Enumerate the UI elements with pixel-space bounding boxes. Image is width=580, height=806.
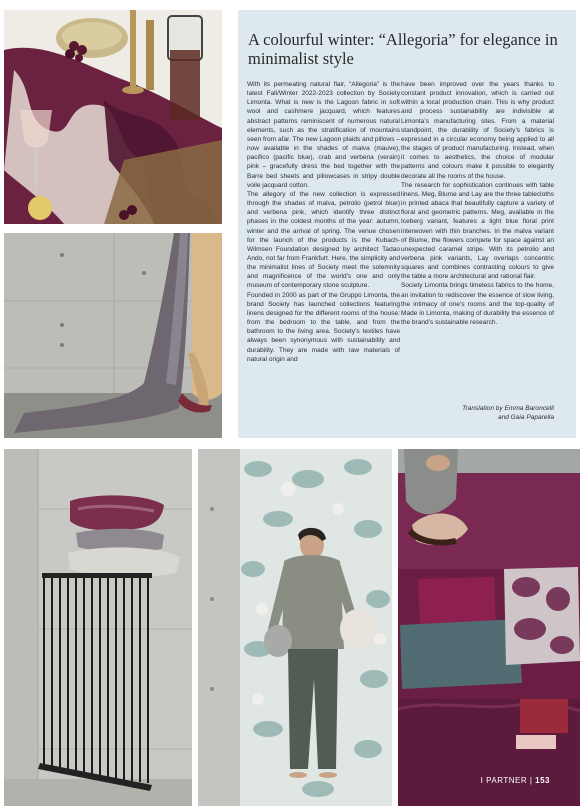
- paragraph: The research for sophistication continues with table linens. Meg, Blume and Lay are the three tablecloths in printed abaca that beautifully capture a variety of floral and geometric patterns. Meg, available in the Iceberg variant, features a light blue floral print interwoven with thin branches. In the malva variant of Blume, the flowers compete for space against an unexpected caramel stripe. With its petrolio and verbena pink variants, Lay overlaps concentric squares and combines contrasting colours to give the table a more architectural and rational flair.: [401, 181, 554, 281]
- page-footer: [481, 776, 550, 785]
- paragraph: With its permeating natural flair, “Allegoria” is the latest Fall/Winter 2022-2023 collection by Society Limonta. What is new is the Lagoon fabric in soft wool and cashmere jacquard, which features abstract patterns reminiscent of numerous natural elements, such as the stratification of mountains seen from afar. The new Lagoon plaids and pillows – now available in the shades of malva (mauve), pacifico (pacific blue), crab and verbena (verain) pink – gracefully dress the bed together with the Barre bed sheets and pillowcases in stripy double voile jacquard cotton.: [247, 81, 400, 189]
- photo-bed-malva-pillows: [398, 449, 580, 806]
- translation-credit: [401, 404, 554, 422]
- photo-concrete-wall-blanket: [4, 233, 222, 438]
- photo-man-floral-wall: [198, 449, 392, 806]
- translation-line: and Gaia Paparella: [497, 414, 554, 422]
- article-column-right: [401, 80, 554, 327]
- paragraph: have been improved over the years thanks to constant product innovation, which is carried out within a local production chain. This is why product and process sustainability are indivisible at Limonta’s manufacturing sites. From a material standpoint, the durability of Society’s fabrics is expressed in a circular economy being applied to all the stages of product manufacturing. Instead, when it comes to aesthetics, the choice of modular patterns and colours make it possible to elegantly decorate all the rooms of the house.: [401, 81, 554, 180]
- paragraph: Society Limonta brings timeless fabrics to the home, an invitation to rediscover the essence of slow living, the intimacy of one’s rooms and the top-quality of Made in Limonta, making of durability the essence of the brand’s sustainable research.: [401, 282, 554, 327]
- magazine-name: I PARTNER |: [480, 776, 536, 785]
- article-column-left: [247, 80, 400, 364]
- article-text-panel: [238, 10, 576, 438]
- translation-line: Translation by Emma Baroncelli: [462, 405, 554, 412]
- photo-still-life-table: [4, 10, 222, 224]
- photo-pillows-on-rack: [4, 449, 192, 806]
- paragraph: Founded in 2000 as part of the Gruppo Limonta, the brand Society has launched collections featuring linens designed for the different rooms of the house: from the bedroom to the table, and from the bathroom to the living area. Society’s textiles have always been synonymous with sustainability and durability. They are made with raw materials of natural origin and: [247, 291, 400, 363]
- article-title: A colourful winter: “Allegoria” for elegance in minimalist style: [248, 30, 558, 68]
- page-number: 153: [535, 776, 550, 785]
- paragraph: The allegory of the new collection is expressed through the shades of malva, petrolio (petrol blue) and verbena pink, which identify three distinct phases in the coldest months of the year: autumn, winter and the arrival of spring. The venue chosen for the launch of the products is the Kubach-Wilmsen Foundation designed by architect Tadao Ando, not far from Frankfurt. Here, the simplicity and the minimalist lines of Society meet the solemnity and magnificence of the world’s one and only museum of contemporary stone sculpture.: [247, 190, 400, 290]
